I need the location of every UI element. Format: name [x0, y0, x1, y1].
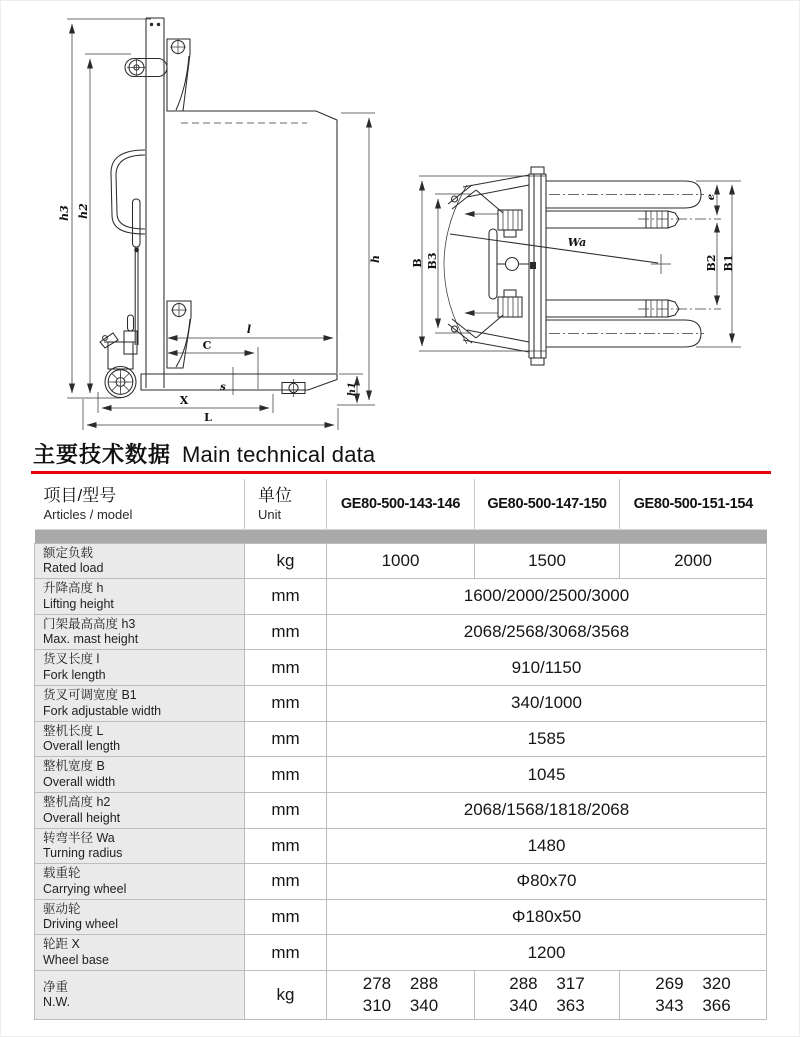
row-label: [35, 935, 245, 971]
row-label-en: Fork adjustable width: [43, 703, 162, 718]
nw-line: 343 366: [655, 996, 731, 1015]
unit-cell: mm: [245, 721, 327, 757]
dim-label-B1: B1: [722, 254, 735, 272]
row-label-en: Overall height: [43, 810, 121, 825]
row-label-zh: 货叉可调宽度 B1: [43, 688, 137, 702]
nw-line: 340 363: [509, 996, 585, 1015]
unit-cell: mm: [245, 686, 327, 722]
value-cell: [620, 971, 767, 1020]
table-row: [35, 650, 767, 686]
row-label-zh: 门架最高高度 h3: [43, 616, 136, 631]
dim-label-h3: h3: [58, 205, 71, 221]
nw-line: 288 317: [509, 974, 585, 993]
table-row: [35, 579, 767, 615]
spec-table: [34, 479, 767, 1020]
row-label-en: Fork length: [43, 668, 106, 682]
table-row: [35, 614, 767, 650]
row-label: [35, 792, 245, 828]
table-row: [35, 792, 767, 828]
header-model-3: GE80-500-151-154: [620, 479, 767, 529]
value-cell: Φ180x50: [327, 899, 767, 935]
divider-bar-cell: [35, 529, 767, 543]
value-cell: 1500: [475, 543, 620, 579]
row-label-en: Lifting height: [43, 596, 114, 611]
unit-cell: mm: [245, 792, 327, 828]
dim-label-x: X: [179, 394, 189, 407]
unit-cell: kg: [245, 971, 327, 1020]
section-title-en: Main technical data: [182, 442, 376, 467]
header-model-2: GE80-500-147-150: [475, 479, 620, 529]
row-label-en: Carrying wheel: [43, 881, 127, 896]
unit-cell: mm: [245, 864, 327, 900]
unit-cell: mm: [245, 614, 327, 650]
dim-label-l: l: [246, 323, 252, 336]
value-cell: [475, 971, 620, 1020]
value-cell: 2068/2568/3068/3568: [327, 614, 767, 650]
top-view-drawing: [411, 167, 741, 365]
value-cell: 340/1000: [327, 686, 767, 722]
dim-label-L: L: [204, 411, 212, 424]
value-cell: 1600/2000/2500/3000: [327, 579, 767, 615]
dim-label-e: e: [706, 193, 717, 201]
row-label-zh: 载重轮: [43, 866, 81, 881]
row-label: [35, 686, 245, 722]
unit-cell: mm: [245, 757, 327, 793]
table-row: [35, 686, 767, 722]
row-label-en: Driving wheel: [43, 917, 119, 932]
table-row: [35, 757, 767, 793]
unit-cell: mm: [245, 828, 327, 864]
row-label-en: Wheel base: [43, 953, 110, 967]
dim-label-B3: B3: [426, 252, 439, 270]
row-label-zh: 额定负载: [43, 545, 94, 560]
section-title: [33, 438, 375, 469]
value-cell: [327, 971, 475, 1020]
header-unit-zh: 单位: [258, 486, 292, 506]
divider-bar-row: [35, 529, 767, 543]
dim-label-h1: h1: [347, 381, 358, 397]
row-label-zh: 整机高度 h2: [43, 794, 111, 809]
row-label-zh: 货叉长度 l: [43, 652, 100, 667]
dim-label-h2: h2: [77, 203, 90, 219]
row-label: [35, 899, 245, 935]
dim-label-c: C: [202, 339, 212, 352]
row-label: [35, 579, 245, 615]
unit-cell: mm: [245, 899, 327, 935]
row-label: [35, 828, 245, 864]
unit-cell: mm: [245, 650, 327, 686]
row-label-zh: 整机长度 L: [43, 723, 104, 738]
nw-line: 278 288: [362, 974, 439, 993]
value-cell: 2068/1568/1818/2068: [327, 792, 767, 828]
unit-cell: mm: [245, 579, 327, 615]
section-title-zh: 主要技术数据: [33, 442, 172, 467]
table-row: [35, 899, 767, 935]
nw-line: 269 320: [655, 974, 731, 993]
row-label-zh: 转弯半径 Wa: [43, 830, 115, 845]
table-row: [35, 721, 767, 757]
table-row: [35, 543, 767, 579]
value-cell: 1045: [327, 757, 767, 793]
unit-cell: kg: [245, 543, 327, 579]
row-label-en: N.W.: [43, 995, 71, 1010]
value-cell: 1585: [327, 721, 767, 757]
header-unit-cell: [245, 479, 327, 529]
row-label: [35, 721, 245, 757]
technical-drawings: [1, 1, 800, 441]
row-label-en: Turning radius: [43, 846, 123, 861]
value-cell: Φ80x70: [327, 864, 767, 900]
header-unit-en: Unit: [258, 506, 282, 522]
red-divider-rule: [31, 471, 771, 474]
row-label-zh: 净重: [43, 979, 69, 994]
header-item-zh: 项目/型号: [43, 486, 117, 506]
row-label-zh: 轮距 X: [43, 937, 80, 952]
dim-label-Wa: Wa: [567, 236, 587, 249]
value-cell: 1480: [327, 828, 767, 864]
row-label: [35, 757, 245, 793]
header-item-en: Articles / model: [43, 506, 133, 522]
row-label: [35, 614, 245, 650]
dim-label-s: s: [220, 382, 226, 393]
row-label: [35, 543, 245, 579]
table-row: [35, 935, 767, 971]
value-cell: 2000: [620, 543, 767, 579]
divider-bar: [35, 534, 767, 543]
dim-label-B2: B2: [705, 254, 718, 272]
side-view-drawing: [58, 18, 382, 430]
table-row: [35, 864, 767, 900]
header-item-cell: [35, 479, 245, 529]
row-label-zh: 整机宽度 B: [43, 759, 105, 774]
row-label: [35, 650, 245, 686]
header-model-1: GE80-500-143-146: [327, 479, 475, 529]
row-label: [35, 971, 245, 1020]
row-label-en: Overall width: [43, 774, 116, 789]
row-label-en: Rated load: [43, 561, 104, 576]
value-cell: 1200: [327, 935, 767, 971]
dim-label-B: B: [411, 258, 424, 268]
unit-cell: mm: [245, 935, 327, 971]
row-label-en: Max. mast height: [43, 632, 139, 647]
table-row: [35, 971, 767, 1020]
nw-line: 310 340: [362, 996, 439, 1015]
dim-label-h: h: [369, 255, 382, 263]
value-cell: 1000: [327, 543, 475, 579]
value-cell: 910/1150: [327, 650, 767, 686]
table-header-row: [35, 479, 767, 529]
row-label-zh: 驱动轮: [43, 901, 81, 916]
row-label-zh: 升降高度 h: [43, 581, 104, 596]
table-row: [35, 828, 767, 864]
row-label: [35, 864, 245, 900]
row-label-en: Overall length: [43, 739, 121, 754]
